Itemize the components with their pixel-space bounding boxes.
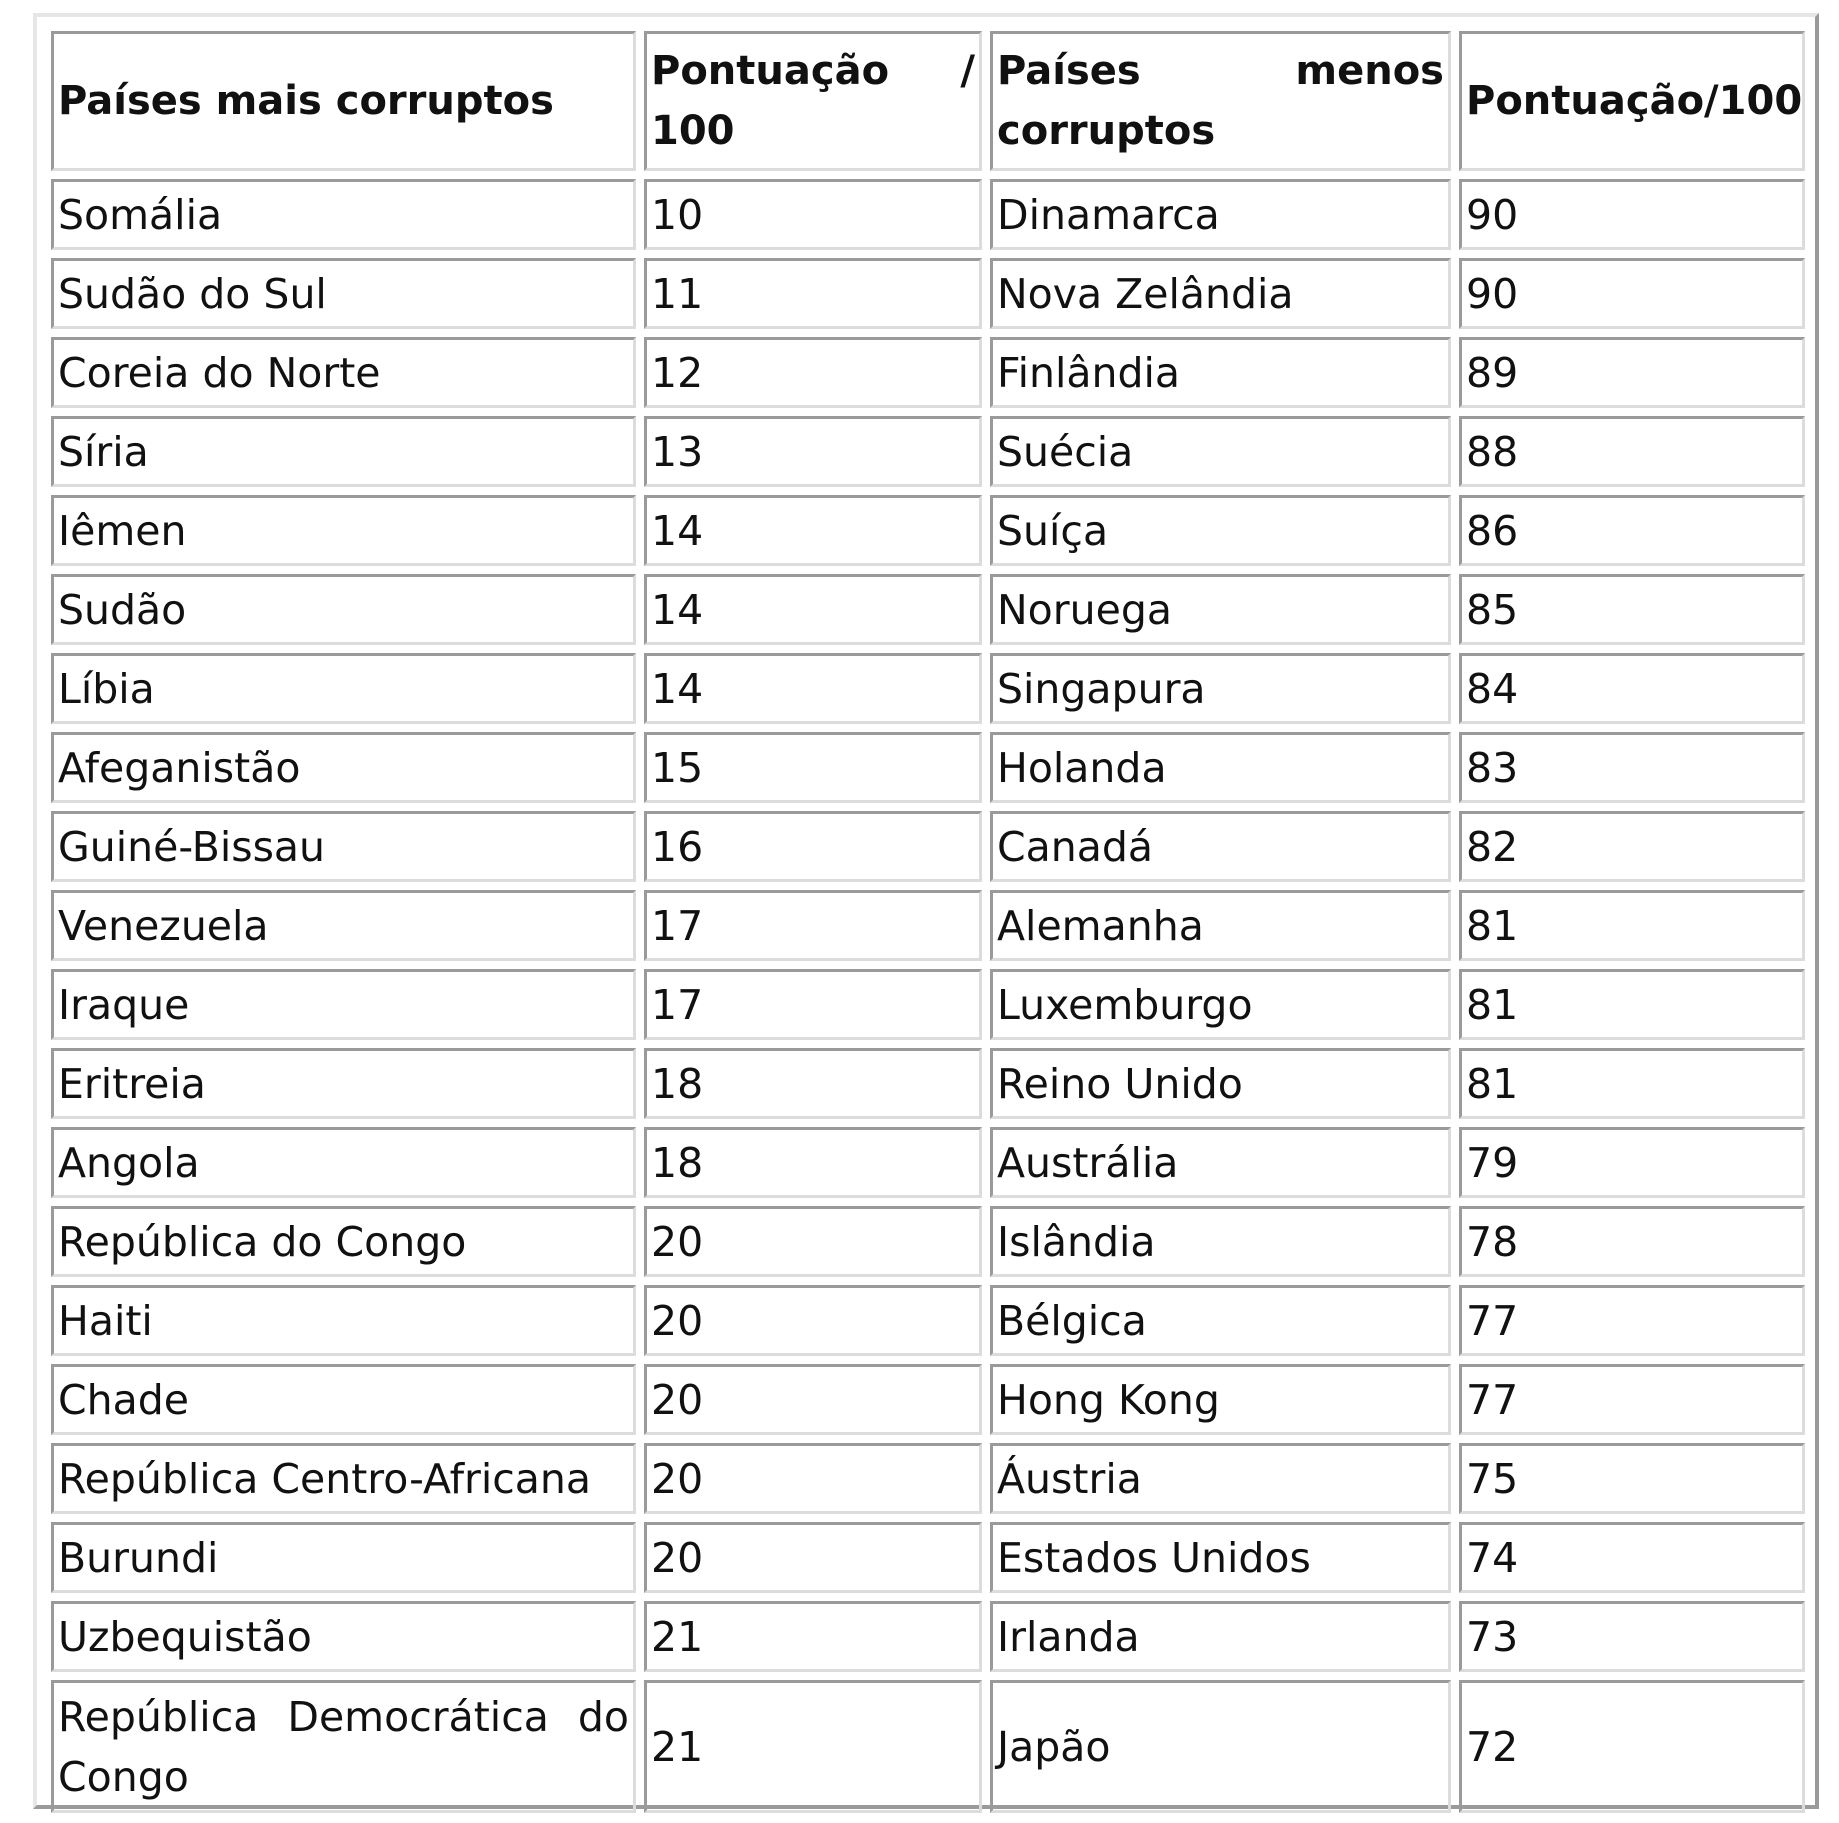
least-corrupt-country-cell: Alemanha (990, 890, 1451, 961)
least-corrupt-country-cell: Holanda (990, 732, 1451, 803)
most-corrupt-country-cell: Somália (51, 179, 636, 250)
least-corrupt-country-cell: Nova Zelândia (990, 258, 1451, 329)
most-corrupt-country-cell: Afeganistão (51, 732, 636, 803)
table-row (51, 1048, 1805, 1119)
most-corrupt-score-cell: 20 (644, 1522, 982, 1593)
least-corrupt-score-cell: 89 (1459, 337, 1805, 408)
least-corrupt-country-cell: Estados Unidos (990, 1522, 1451, 1593)
most-corrupt-score-cell: 20 (644, 1443, 982, 1514)
most-corrupt-country-cell: Uzbequistão (51, 1601, 636, 1672)
most-corrupt-country-cell: Eritreia (51, 1048, 636, 1119)
most-corrupt-score-cell: 20 (644, 1364, 982, 1435)
table-row (51, 416, 1805, 487)
least-corrupt-score-cell: 85 (1459, 574, 1805, 645)
most-corrupt-country-cell: Sudão do Sul (51, 258, 636, 329)
header-least-corrupt-score: Pontuação/100 (1459, 31, 1805, 171)
least-corrupt-score-cell: 81 (1459, 890, 1805, 961)
least-corrupt-score-cell: 74 (1459, 1522, 1805, 1593)
table-header-row (51, 31, 1805, 171)
most-corrupt-country-cell: Coreia do Norte (51, 337, 636, 408)
most-corrupt-country-cell: Iêmen (51, 495, 636, 566)
corruption-table-frame (33, 13, 1819, 1809)
table-row (51, 1127, 1805, 1198)
least-corrupt-country-cell: Austrália (990, 1127, 1451, 1198)
most-corrupt-score-cell: 11 (644, 258, 982, 329)
least-corrupt-score-cell: 83 (1459, 732, 1805, 803)
table-row (51, 258, 1805, 329)
least-corrupt-country-cell: Bélgica (990, 1285, 1451, 1356)
least-corrupt-score-cell: 90 (1459, 258, 1805, 329)
least-corrupt-country-cell: Luxemburgo (990, 969, 1451, 1040)
least-corrupt-country-cell: Suécia (990, 416, 1451, 487)
least-corrupt-country-cell: Dinamarca (990, 179, 1451, 250)
least-corrupt-score-cell: 84 (1459, 653, 1805, 724)
table-row (51, 1443, 1805, 1514)
least-corrupt-score-cell: 72 (1459, 1680, 1805, 1813)
table-row (51, 1601, 1805, 1672)
most-corrupt-score-cell: 15 (644, 732, 982, 803)
most-corrupt-country-cell: Síria (51, 416, 636, 487)
most-corrupt-score-cell: 17 (644, 890, 982, 961)
most-corrupt-score-cell: 16 (644, 811, 982, 882)
least-corrupt-score-cell: 81 (1459, 969, 1805, 1040)
least-corrupt-country-cell: Hong Kong (990, 1364, 1451, 1435)
least-corrupt-score-cell: 79 (1459, 1127, 1805, 1198)
least-corrupt-score-cell: 86 (1459, 495, 1805, 566)
most-corrupt-score-cell: 14 (644, 495, 982, 566)
least-corrupt-country-cell: Noruega (990, 574, 1451, 645)
least-corrupt-country-cell: Áustria (990, 1443, 1451, 1514)
most-corrupt-score-cell: 14 (644, 574, 982, 645)
most-corrupt-country-cell: República do Congo (51, 1206, 636, 1277)
table-body (51, 179, 1805, 1813)
least-corrupt-score-cell: 77 (1459, 1364, 1805, 1435)
table-row (51, 732, 1805, 803)
table-row (51, 1364, 1805, 1435)
table-row (51, 574, 1805, 645)
least-corrupt-country-cell: Irlanda (990, 1601, 1451, 1672)
least-corrupt-score-cell: 73 (1459, 1601, 1805, 1672)
least-corrupt-score-cell: 77 (1459, 1285, 1805, 1356)
most-corrupt-score-cell: 17 (644, 969, 982, 1040)
most-corrupt-country-cell: Haiti (51, 1285, 636, 1356)
table-row (51, 495, 1805, 566)
most-corrupt-score-cell: 18 (644, 1127, 982, 1198)
most-corrupt-country-cell: Iraque (51, 969, 636, 1040)
least-corrupt-country-cell: Finlândia (990, 337, 1451, 408)
least-corrupt-country-cell: Canadá (990, 811, 1451, 882)
most-corrupt-country-cell: República Centro-Africana (51, 1443, 636, 1514)
most-corrupt-score-cell: 13 (644, 416, 982, 487)
header-most-corrupt-score: Pontuação / 100 (644, 31, 982, 171)
header-least-corrupt-countries: Países menos corruptos (990, 31, 1451, 171)
header-most-corrupt-countries: Países mais corruptos (51, 31, 636, 171)
table-row (51, 179, 1805, 250)
least-corrupt-country-cell: Suíça (990, 495, 1451, 566)
most-corrupt-country-cell: Angola (51, 1127, 636, 1198)
most-corrupt-score-cell: 18 (644, 1048, 982, 1119)
least-corrupt-country-cell: Reino Unido (990, 1048, 1451, 1119)
corruption-ranking-table (43, 23, 1813, 1821)
least-corrupt-score-cell: 90 (1459, 179, 1805, 250)
most-corrupt-score-cell: 14 (644, 653, 982, 724)
table-row (51, 969, 1805, 1040)
least-corrupt-country-cell: Islândia (990, 1206, 1451, 1277)
most-corrupt-country-cell: Sudão (51, 574, 636, 645)
most-corrupt-country-cell: Líbia (51, 653, 636, 724)
most-corrupt-score-cell: 20 (644, 1206, 982, 1277)
least-corrupt-score-cell: 88 (1459, 416, 1805, 487)
most-corrupt-score-cell: 20 (644, 1285, 982, 1356)
most-corrupt-country-cell: Burundi (51, 1522, 636, 1593)
table-row (51, 890, 1805, 961)
table-row (51, 1206, 1805, 1277)
table-row (51, 811, 1805, 882)
table-row (51, 337, 1805, 408)
least-corrupt-country-cell: Japão (990, 1680, 1451, 1813)
table-row (51, 1680, 1805, 1813)
least-corrupt-score-cell: 78 (1459, 1206, 1805, 1277)
most-corrupt-country-cell: Chade (51, 1364, 636, 1435)
most-corrupt-score-cell: 12 (644, 337, 982, 408)
most-corrupt-score-cell: 10 (644, 179, 982, 250)
table-row (51, 653, 1805, 724)
most-corrupt-score-cell: 21 (644, 1601, 982, 1672)
most-corrupt-country-cell: Venezuela (51, 890, 636, 961)
most-corrupt-country-cell: República Democrática do Congo (51, 1680, 636, 1813)
most-corrupt-score-cell: 21 (644, 1680, 982, 1813)
most-corrupt-country-cell: Guiné-Bissau (51, 811, 636, 882)
least-corrupt-score-cell: 75 (1459, 1443, 1805, 1514)
least-corrupt-score-cell: 81 (1459, 1048, 1805, 1119)
least-corrupt-score-cell: 82 (1459, 811, 1805, 882)
table-row (51, 1522, 1805, 1593)
least-corrupt-country-cell: Singapura (990, 653, 1451, 724)
table-row (51, 1285, 1805, 1356)
